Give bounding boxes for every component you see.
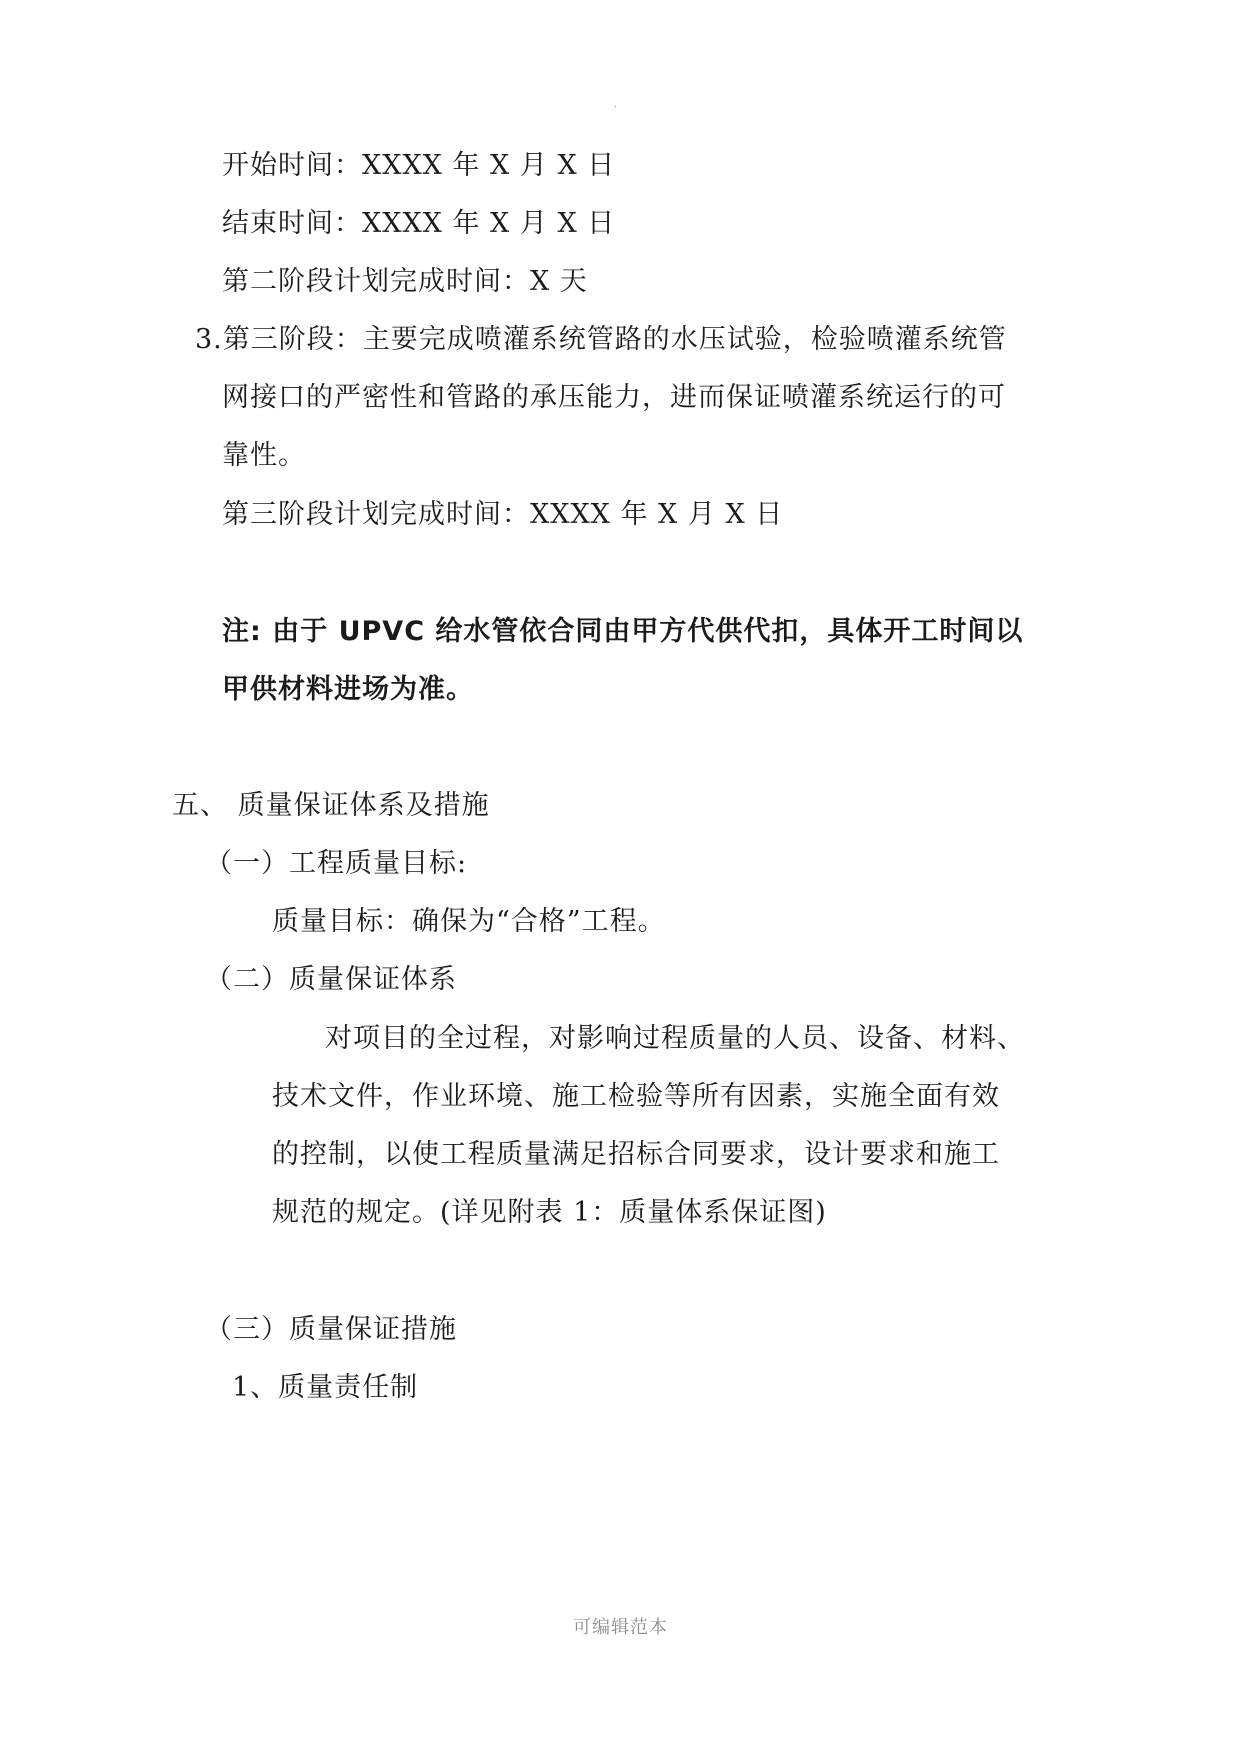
page-footer: 可编辑范本 [573, 1617, 668, 1638]
phase3-paragraph-line-2: 网接口的严密性和管路的承压能力，进而保证喷灌系统运行的可 [222, 382, 1006, 413]
subsection-3-heading: （三）质量保证措施 [205, 1314, 457, 1345]
quality-system-line-2: 技术文件，作业环境、施工检验等所有因素，实施全面有效 [272, 1081, 1000, 1112]
phase2-plan-line: 第二阶段计划完成时间：X 天 [222, 266, 588, 297]
phase3-plan-line: 第三阶段计划完成时间：XXXX 年 X 月 X 日 [222, 499, 784, 530]
start-time-line: 开始时间：XXXX 年 X 月 X 日 [222, 150, 616, 181]
header-mark: . [614, 100, 617, 109]
note-line-1: 注: 由于 UPVC 给水管依合同由甲方代供代扣，具体开工时间以 [222, 616, 1024, 647]
quality-system-line-4: 规范的规定。(详见附表 1：质量体系保证图) [272, 1197, 827, 1228]
end-time-line: 结束时间：XXXX 年 X 月 X 日 [222, 208, 616, 239]
quality-goal-text: 质量目标：确保为“合格”工程。 [272, 906, 666, 937]
quality-system-line-1: 对项目的全过程，对影响过程质量的人员、设备、材料、 [325, 1023, 1025, 1054]
section-5-heading: 五、 质量保证体系及措施 [172, 790, 490, 821]
note-line-2: 甲供材料进场为准。 [222, 674, 474, 705]
item-1-heading: 1、质量责任制 [232, 1372, 419, 1403]
quality-system-line-3: 的控制，以使工程质量满足招标合同要求，设计要求和施工 [272, 1139, 1000, 1170]
phase3-paragraph-line-3: 靠性。 [222, 440, 306, 471]
phase3-paragraph-line-1: 3.第三阶段：主要完成喷灌系统管路的水压试验，检验喷灌系统管 [195, 324, 1007, 355]
subsection-2-heading: （二）质量保证体系 [205, 964, 457, 995]
subsection-1-heading: （一）工程质量目标: [205, 848, 468, 879]
